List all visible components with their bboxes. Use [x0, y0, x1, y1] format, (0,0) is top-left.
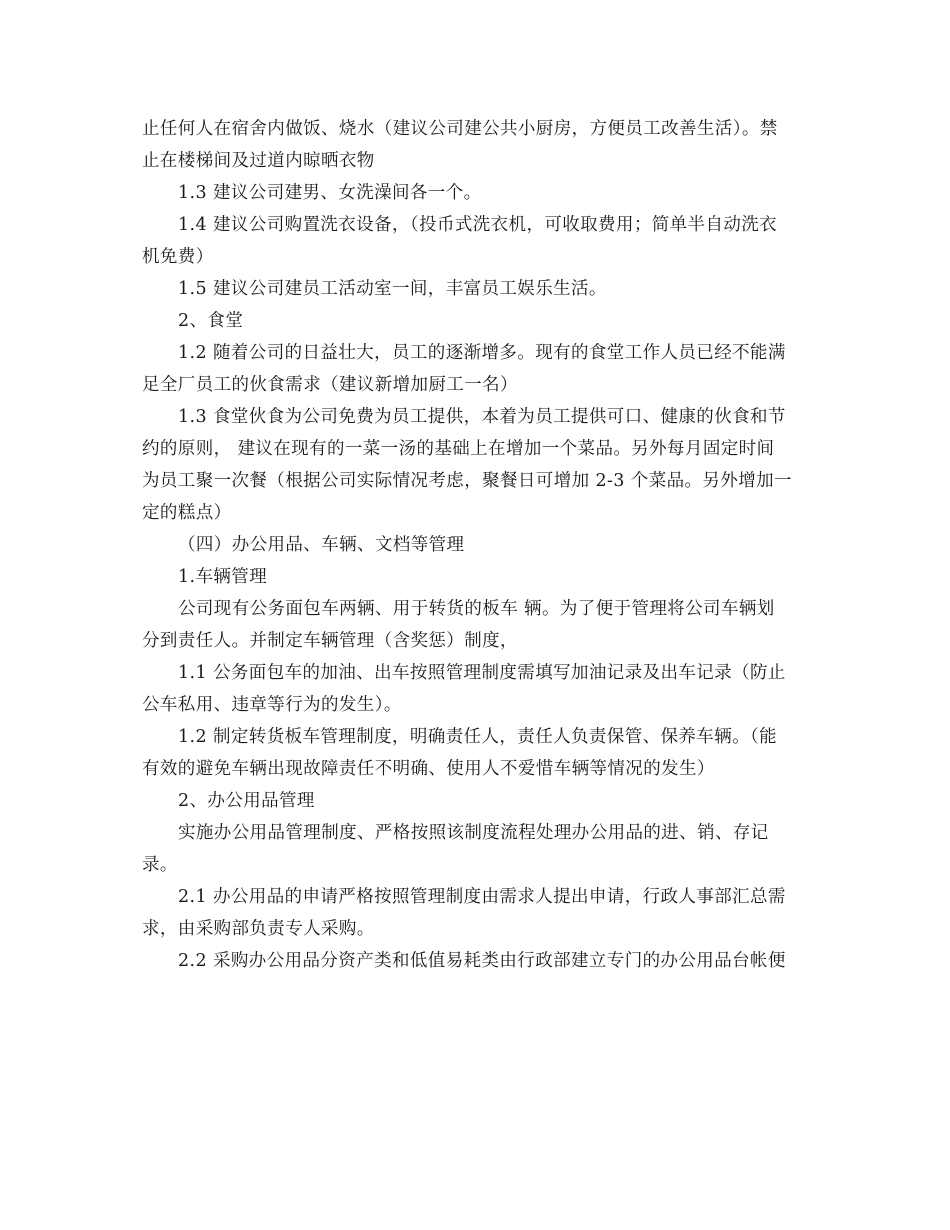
paragraph-line: 2、办公用品管理	[178, 791, 315, 811]
paragraph-line: 1.车辆管理	[178, 567, 268, 587]
paragraph	[142, 593, 814, 657]
paragraph	[142, 209, 814, 273]
paragraph-line: 1.2 制定转货板车管理制度，明确责任人，责任人负责保管、保养车辆。（能	[178, 727, 778, 747]
paragraph-line: 2.2 采购办公用品分资产类和低值易耗类由行政部建立专门的办公用品台帐便	[178, 951, 786, 971]
paragraph-line: 为员工聚一次餐（根据公司实际情况考虑，聚餐日可增加 2-3 个菜品。另外增加一	[142, 471, 792, 491]
paragraph-line: 实施办公用品管理制度、严格按照该制度流程处理办公用品的进、销、存记	[178, 823, 769, 843]
paragraph	[142, 305, 814, 337]
paragraph-line: 1.3 建议公司建男、女洗澡间各一个。	[178, 183, 482, 203]
paragraph	[142, 945, 814, 977]
paragraph-line: 分到责任人。并制定车辆管理（含奖惩）制度，	[142, 631, 518, 651]
paragraph	[142, 657, 814, 721]
paragraph-line: 公司现有公务面包车两辆、用于转货的板车 辆。为了便于管理将公司车辆划	[178, 599, 775, 619]
paragraph-line: 1.4 建议公司购置洗衣设备，（投币式洗衣机，可收取费用；简单半自动洗衣	[178, 215, 778, 235]
paragraph-line: 录。	[142, 855, 178, 875]
paragraph	[142, 785, 814, 817]
paragraph	[142, 529, 814, 561]
paragraph-line: 约的原则， 建议在现有的一菜一汤的基础上在增加一个菜品。另外每月固定时间	[142, 439, 775, 459]
paragraph-line: 机免费）	[142, 247, 214, 267]
paragraph-line: 求，由采购部负责专人采购。	[142, 919, 375, 939]
paragraph	[142, 113, 814, 177]
paragraph-line: 1.1 公务面包车的加油、出车按照管理制度需填写加油记录及出车记录（防止	[178, 663, 786, 683]
paragraph-line: 有效的避免车辆出现故障责任不明确、使用人不爱惜车辆等情况的发生）	[142, 759, 715, 779]
paragraph-line: 足全厂员工的伙食需求（建议新增加厨工一名）	[142, 375, 518, 395]
paragraph	[142, 273, 814, 305]
paragraph-line: 1.3 食堂伙食为公司免费为员工提供，本着为员工提供可口、健康的伙食和节	[178, 407, 786, 427]
document-body	[142, 113, 814, 977]
paragraph-line: 2.1 办公用品的申请严格按照管理制度由需求人提出申请，行政人事部汇总需	[178, 887, 786, 907]
paragraph	[142, 817, 814, 881]
paragraph-line: 止在楼梯间及过道内晾晒衣物	[142, 151, 375, 171]
paragraph	[142, 721, 814, 785]
paragraph	[142, 337, 814, 401]
paragraph	[142, 881, 814, 945]
paragraph-line: 2、食堂	[178, 311, 244, 331]
paragraph-line: 公车私用、违章等行为的发生）。	[142, 695, 402, 715]
paragraph-line: 1.5 建议公司建员工活动室一间，丰富员工娱乐生活。	[178, 279, 607, 299]
paragraph-line: 定的糕点）	[142, 503, 232, 523]
paragraph	[142, 177, 814, 209]
paragraph	[142, 401, 814, 529]
paragraph-line: 1.2 随着公司的日益壮大，员工的逐渐增多。现有的食堂工作人员已经不能满	[178, 343, 786, 363]
paragraph-line: （四）办公用品、车辆、文档等管理	[178, 535, 465, 555]
paragraph-line: 止任何人在宿舍内做饭、烧水（建议公司建公共小厨房，方便员工改善生活）。禁	[142, 119, 778, 139]
paragraph	[142, 561, 814, 593]
